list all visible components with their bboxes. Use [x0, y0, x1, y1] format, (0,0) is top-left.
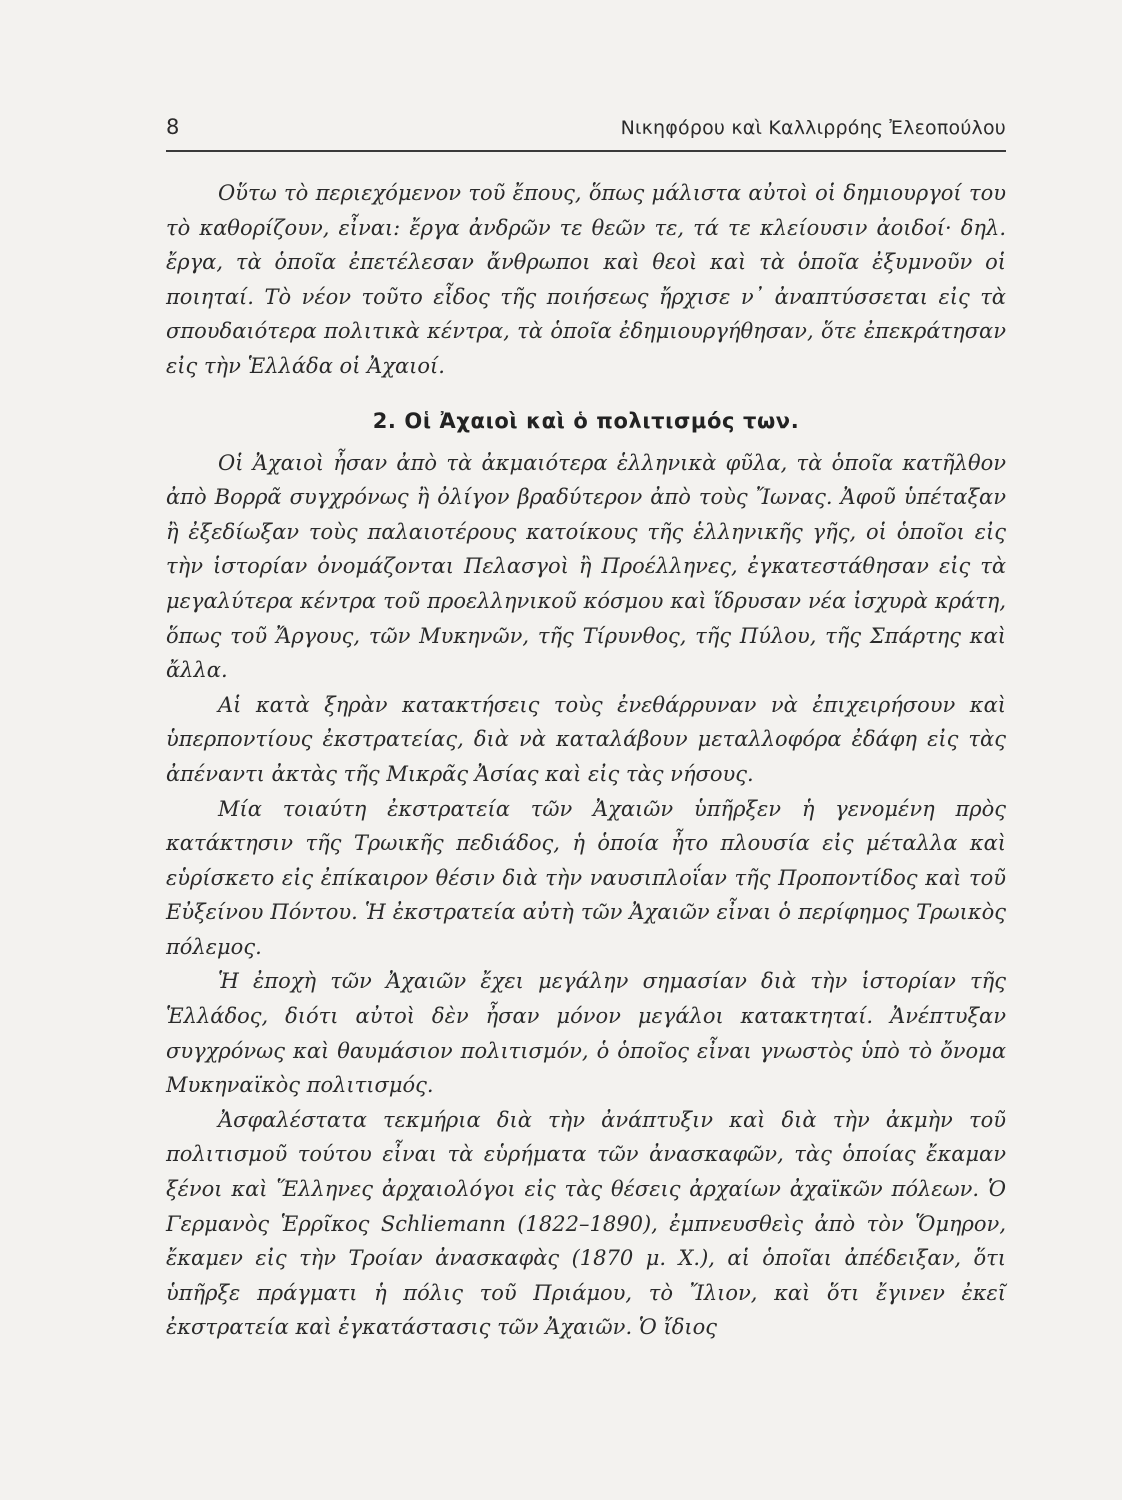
paragraph-5: Ἡ ἐποχὴ τῶν Ἀχαιῶν ἔχει μεγάλην σημασίαν διὰ τὴν ἱστορίαν τῆς Ἑλλάδος, διότι αὐτοὶ δὲν ἦσαν μόνον μεγάλοι κατακτηταί. Ἀνέπτυξαν συγχρόνως καὶ θαυμάσιον πολιτισμόν, ὁ ὁποῖος εἶναι γνωστὸς ὑπὸ τὸ ὄνομα Μυκηναϊκὸς πολιτισμός. — [166, 969, 1006, 1098]
body-text — [166, 176, 1006, 1345]
paragraph-6: Ἀσφαλέστατα τεκμήρια διὰ τὴν ἀνάπτυξιν καὶ διὰ τὴν ἀκμὴν τοῦ πολιτισμοῦ τούτου εἶναι τὰ εὑρήματα τῶν ἀνασκαφῶν, τὰς ὁποίας ἔκαμαν ξένοι καὶ Ἕλληνες ἀρχαιολόγοι εἰς τὰς θέσεις ἀρχαίων ἀχαϊκῶν πόλεων. Ὁ Γερμανὸς Ἑρρῖκος Schliemann (1822–1890), ἐμπνευσθεὶς ἀπὸ τὸν Ὅμηρον, ἔκαμεν εἰς τὴν Τροίαν ἀνασκαφὰς (1870 μ. Χ.), αἱ ὁποῖαι ἀπέδειξαν, ὅτι ὑπῆρξε πράγματι ἡ πόλις τοῦ Πριάμου, τὸ Ἴλιον, καὶ ὅτι ἔγινεν ἐκεῖ ἐκστρατεία καὶ ἐγκατάστασις τῶν Ἀχαιῶν. Ὁ ἴδιος — [166, 1107, 1006, 1340]
paragraph-4: Μία τοιαύτη ἐκστρατεία τῶν Ἀχαιῶν ὑπῆρξεν ἡ γενομένη πρὸς κατάκτησιν τῆς Τρωικῆς πεδιάδος, ἡ ὁποία ἦτο πλουσία εἰς μέταλλα καὶ εὑρίσκετο εἰς ἐπίκαιρον θέσιν διὰ τὴν ναυσιπλοΐαν τῆς Προποντίδος καὶ τοῦ Εὐξείνου Πόντου. Ἡ ἐκστρατεία αὐτὴ τῶν Ἀχαιῶν εἶναι ὁ περίφημος Τρωικὸς πόλεμος. — [166, 796, 1006, 959]
header-rule — [166, 150, 1006, 152]
running-head — [166, 113, 1006, 147]
section-heading: 2. Οἱ Ἀχαιοὶ καὶ ὁ πολιτισμός των. — [372, 408, 800, 433]
paragraph-3: Αἱ κατὰ ξηρὰν κατακτήσεις τοὺς ἐνεθάρρυναν νὰ ἐπιχειρήσουν καὶ ὑπερποντίους ἐκστρατείας, διὰ νὰ καταλάβουν μεταλλοφόρα ἐδάφη εἰς τὰς ἀπέναντι ἀκτὰς τῆς Μικρᾶς Ἀσίας καὶ εἰς τὰς νήσους. — [166, 692, 1006, 786]
page-number: 8 — [166, 115, 180, 139]
paragraph-1: Οὕτω τὸ περιεχόμενον τοῦ ἔπους, ὅπως μάλιστα αὐτοὶ οἱ δημιουργοί του τὸ καθορίζουν, εἶναι: ἔργα ἀνδρῶν τε θεῶν τε, τά τε κλείουσιν ἀοιδοί· δηλ. ἔργα, τὰ ὁποῖα ἐπετέλεσαν ἄνθρωποι καὶ θεοὶ καὶ τὰ ὁποῖα ἐξυμνοῦν οἱ ποιηταί. Τὸ νέον τοῦτο εἶδος τῆς ποιήσεως ἤρχισε ν᾿ ἀναπτύσσεται εἰς τὰ σπουδαιότερα πολιτικὰ κέντρα, τὰ ὁποῖα ἐδημιουργήθησαν, ὅτε ἐπεκράτησαν εἰς τὴν Ἑλλάδα οἱ Ἀχαιοί. — [166, 181, 1006, 378]
running-title: Νικηφόρου καὶ Καλλιρρόης Ἐλεοπούλου — [620, 117, 1006, 139]
paragraph-2: Οἱ Ἀχαιοὶ ἦσαν ἀπὸ τὰ ἀκμαιότερα ἑλληνικὰ φῦλα, τὰ ὁποῖα κατῆλθον ἀπὸ Βορρᾶ συγχρόνως ἢ ὀλίγον βραδύτερον ἀπὸ τοὺς Ἴωνας. Ἀφοῦ ὑπέταξαν ἢ ἐξεδίωξαν τοὺς παλαιοτέρους κατοίκους τῆς ἑλληνικῆς γῆς, οἱ ὁποῖοι εἰς τὴν ἱστορίαν ὀνομάζονται Πελασγοὶ ἢ Προέλληνες, ἐγκατεστάθησαν εἰς τὰ μεγαλύτερα κέντρα τοῦ προελληνικοῦ κόσμου καὶ ἵδρυσαν νέα ἰσχυρὰ κράτη, ὅπως τοῦ Ἄργους, τῶν Μυκηνῶν, τῆς Τίρυνθος, τῆς Πύλου, τῆς Σπάρτης καὶ ἄλλα. — [166, 450, 1006, 683]
